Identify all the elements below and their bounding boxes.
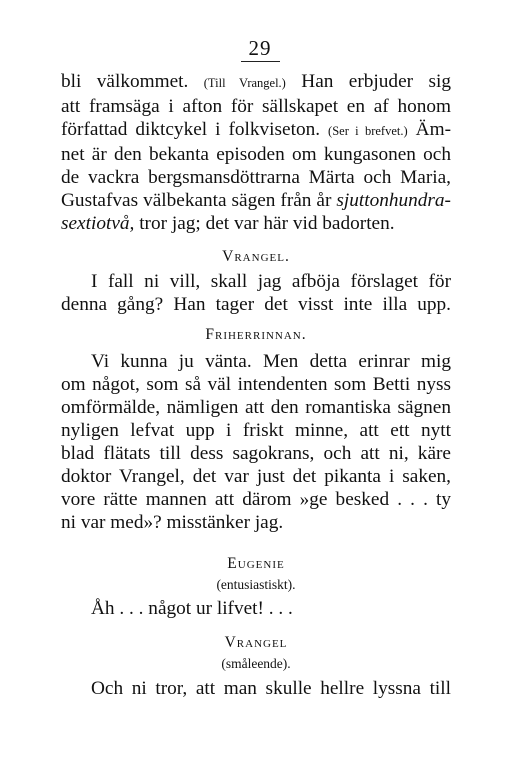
stage-direction: (Till Vrangel.) [203, 76, 286, 90]
text-line: doktor Vrangel, det var just det pikanta i saken, [61, 466, 451, 487]
text-line: om något, som så väl intendenten som Betti nyss [61, 374, 451, 395]
paragraph-4 [61, 597, 451, 620]
text-line: nyligen lefvat upp i friskt minne, att ett nytt [61, 420, 451, 441]
text-line: vore rätte mannen att därom »ge besked . . . ty [61, 489, 451, 510]
text-line: författad diktcykel i folkviseton. (Ser i brefvet.) Äm- [61, 119, 451, 140]
paragraph-3 [61, 350, 451, 534]
speaker-direction: (entusiastiskt). [216, 577, 296, 592]
text-line: att framsäga i afton för sällskapet en af honom [61, 96, 451, 117]
paragraph-1 [61, 70, 451, 235]
speaker-heading: Eugenie [227, 555, 285, 572]
text-line: omförmälde, nämligen att den romantiska sägnen [61, 397, 451, 418]
text-line: sextiotvå, tror jag; det var här vid badorten. [61, 213, 395, 234]
text-line: Gustafvas välbekanta sägen från år sjuttonhundra- [61, 190, 451, 211]
page-number: 29 [0, 36, 520, 61]
paragraph-5 [61, 677, 451, 700]
text-line: net är den bekanta episoden om kungasonen och [61, 144, 451, 165]
text-line: Åh . . . något ur lifvet! . . . [91, 598, 293, 619]
text-line: bli välkommet. (Till Vrangel.) Han erbjuder sig [61, 71, 451, 92]
text-line: de vackra bergsmansdöttrarna Märta och Maria, [61, 167, 451, 188]
speaker-heading: Vrangel [224, 634, 288, 651]
stage-direction: (Ser i brefvet.) [328, 124, 408, 138]
text-line: Och ni tror, att man skulle hellre lyssna till [91, 678, 451, 699]
text-line: Vi kunna ju vänta. Men detta erinrar mig [91, 351, 451, 372]
speaker-heading: Vrangel. [222, 248, 290, 265]
text-line: blad flätats till dess sagokrans, och att ni, käre [61, 443, 451, 464]
text-line: denna gång? Han tager det visst inte illa upp. [61, 294, 451, 315]
speaker-heading: Friherrinnan. [205, 326, 307, 343]
text-line: ni var med»? misstänker jag. [61, 512, 284, 533]
speaker-direction: (småleende). [221, 656, 291, 671]
paragraph-2 [61, 270, 451, 316]
text-line: I fall ni vill, skall jag afböja förslaget för [91, 271, 451, 292]
